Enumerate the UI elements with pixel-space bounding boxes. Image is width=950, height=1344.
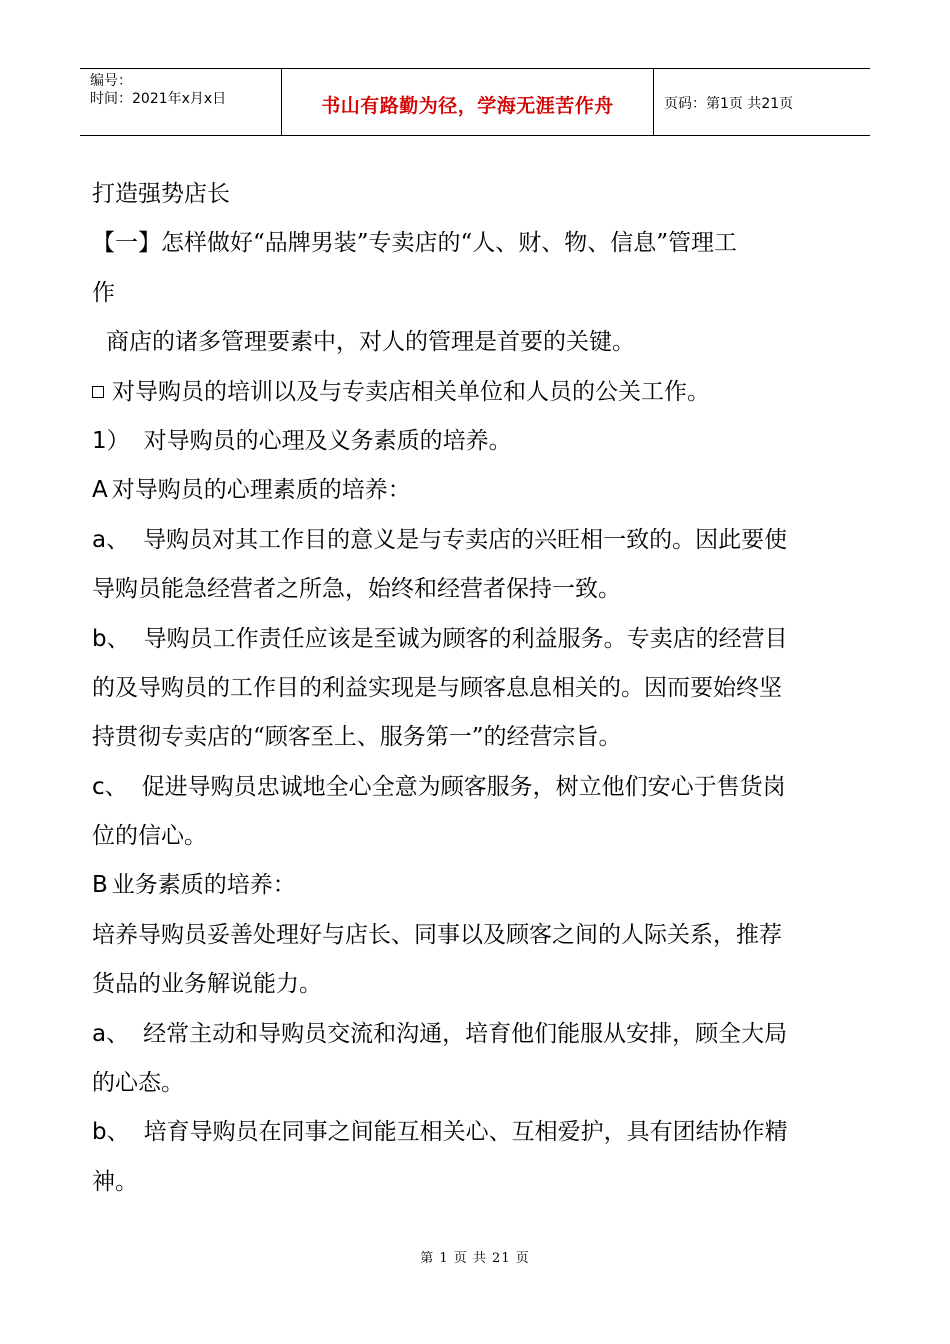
paragraph-line: 货品的业务解说能力。 [92, 971, 322, 998]
header-meta-cell [80, 69, 282, 135]
motto-text: 书山有路勤为径，学海无涯苦作舟 [321, 94, 614, 117]
list-item-continuation: 的及导购员的工作目的利益实现是与顾客息息相关的。因而要始终坚 [92, 674, 782, 701]
list-item-text: 导购员对其工作目的意义是与专卖店的兴旺相一致的。因此要使 [143, 526, 788, 553]
page-info: 页码：第1页 共21页 [664, 96, 794, 112]
list-item-label: a、 [92, 526, 130, 553]
item-text: 对导购员的心理及义务素质的培养。 [143, 427, 512, 454]
subsection-text: 对导购员的心理素质的培养： [111, 477, 411, 504]
paragraph-line: 培养导购员妥善处理好与店长、同事以及顾客之间的人际关系，推荐 [92, 921, 782, 948]
list-item-text: 培育导购员在同事之间能互相关心、互相爱护，具有团结协作精 [143, 1119, 788, 1146]
list-item [92, 516, 862, 565]
list-item [92, 1108, 862, 1157]
page-footer: 第 1 页 共 21 页 [420, 1251, 530, 1266]
document-header [80, 68, 870, 136]
list-item [92, 1010, 862, 1059]
header-page-cell [654, 69, 870, 135]
list-item-continuation: 导购员能急经营者之所急，始终和经营者保持一致。 [92, 576, 621, 603]
list-item-continuation: 神。 [92, 1168, 138, 1195]
numbered-item [92, 417, 862, 466]
list-item-continuation: 位的信心。 [92, 823, 207, 850]
item-number: 1） [92, 427, 130, 454]
intro-paragraph: 商店的诸多管理要素中，对人的管理是首要的关键。 [106, 329, 635, 356]
serial-label: 编号： [90, 73, 132, 89]
list-item-text: 促进导购员忠诚地全心全意为顾客服务，树立他们安心于售货岗 [141, 773, 786, 800]
subsection-heading [92, 861, 862, 910]
time-label: 时间：2021年x月x日 [90, 91, 227, 107]
list-item-text: 经常主动和导购员交流和沟通，培育他们能服从安排，顾全大局 [143, 1020, 788, 1047]
list-item-label: b、 [92, 625, 130, 652]
list-item-continuation: 的心态。 [92, 1070, 184, 1097]
header-motto-cell [282, 69, 654, 135]
list-item-label: c、 [92, 773, 128, 800]
bullet-text: 对导购员的培训以及与专卖店相关单位和人员的公关工作。 [112, 378, 710, 405]
checkbox-square-icon [92, 386, 104, 398]
subsection-label: B [92, 872, 108, 899]
bullet-item [92, 368, 862, 417]
subsection-label: A [92, 477, 108, 504]
list-item [92, 763, 862, 812]
list-item-label: a、 [92, 1020, 130, 1047]
list-item-label: b、 [92, 1119, 130, 1146]
document-body [92, 170, 862, 1207]
section-heading-line: 【一】怎样做好“品牌男装”专卖店的“人、财、物、信息”管理工 [92, 230, 738, 257]
list-item [92, 615, 862, 664]
list-item-continuation: 持贯彻专卖店的“顾客至上、服务第一”的经营宗旨。 [92, 724, 622, 751]
doc-title: 打造强势店长 [92, 181, 230, 207]
subsection-heading [92, 466, 862, 515]
section-heading-line: 作 [92, 279, 115, 306]
subsection-text: 业务素质的培养： [111, 872, 296, 899]
list-item-text: 导购员工作责任应该是至诚为顾客的利益服务。专卖店的经营目 [143, 625, 788, 652]
